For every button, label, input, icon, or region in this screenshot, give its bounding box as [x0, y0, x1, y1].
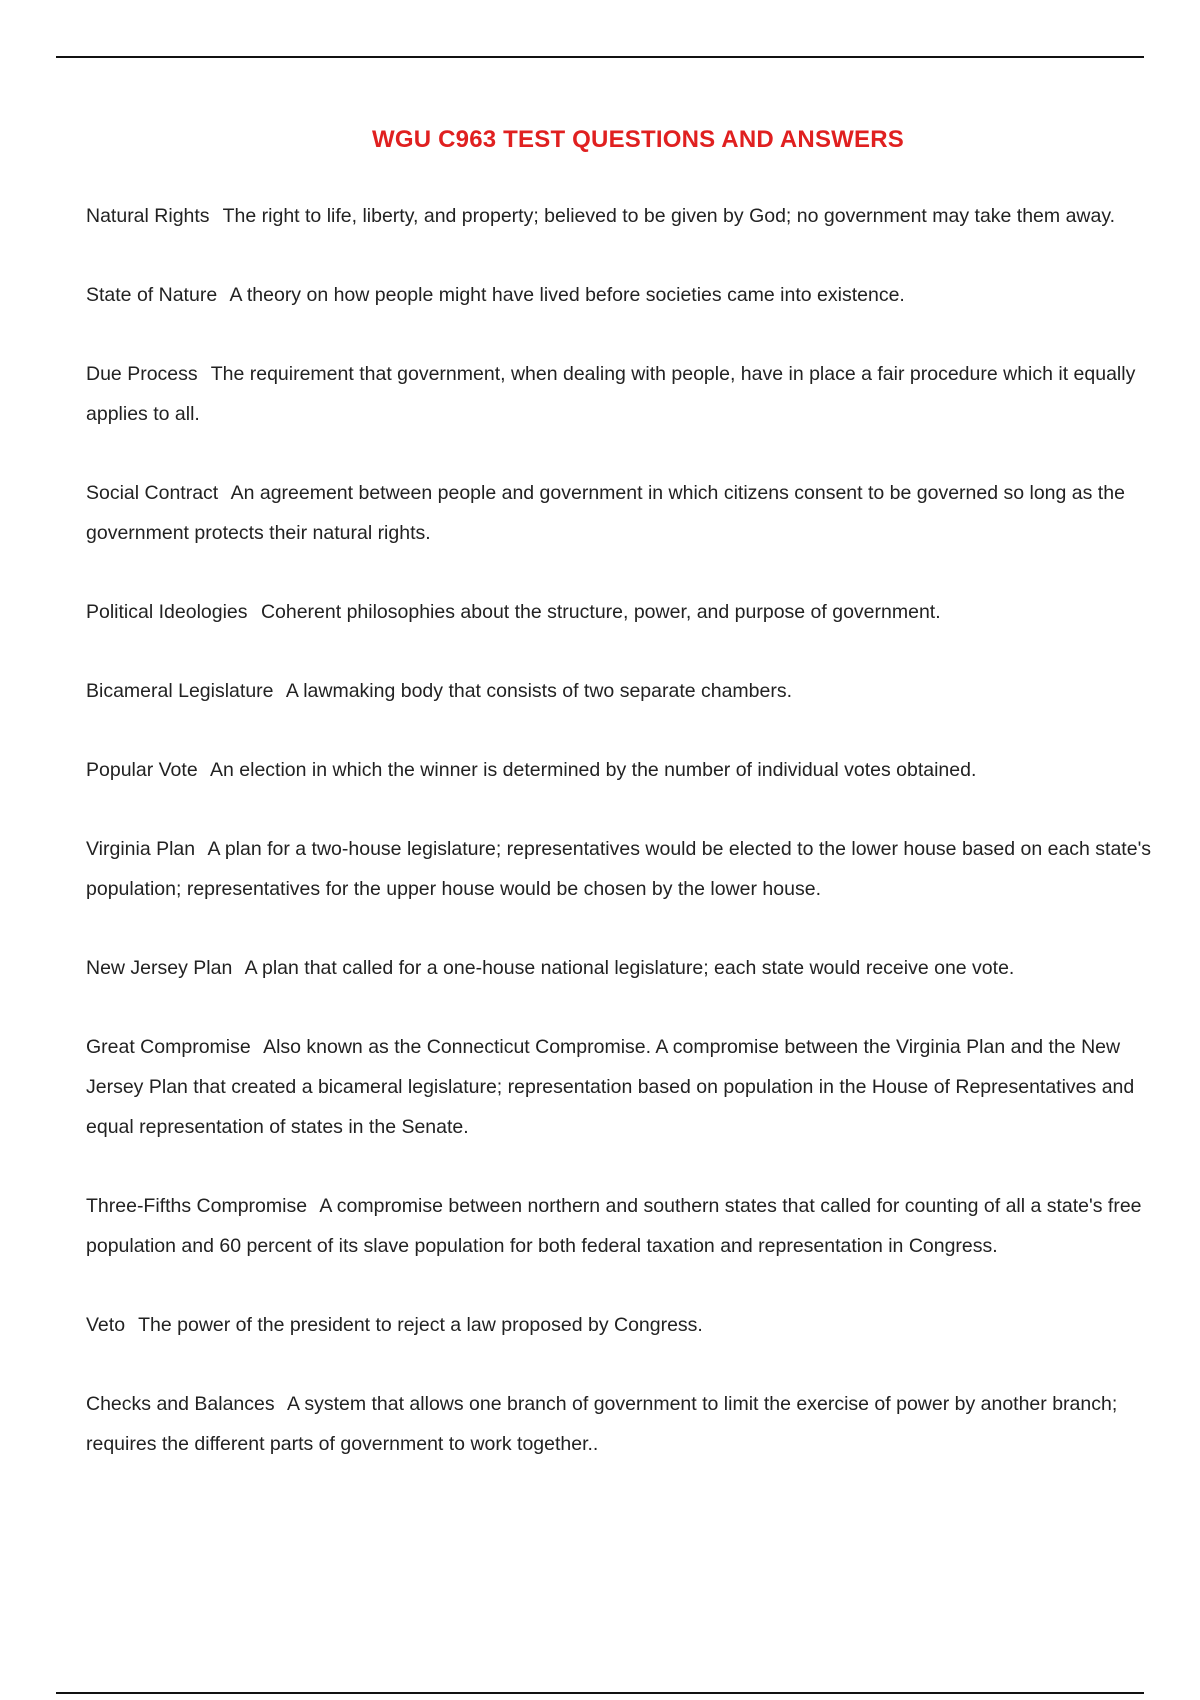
term-definition: A system that allows one branch of government to limit the exercise of power by another branch; requires the different parts of government to work together.. — [86, 1393, 1118, 1455]
term-name: Political Ideologies — [86, 601, 248, 623]
term-name: Three-Fifths Compromise — [86, 1195, 308, 1217]
term-definition: The right to life, liberty, and property; believed to be given by God; no government may take them away. — [222, 205, 1116, 227]
document-title: WGU C963 TEST QUESTIONS AND ANSWERS — [372, 126, 904, 154]
term-name: Great Compromise — [86, 1036, 251, 1058]
term-entry — [86, 948, 1182, 988]
term-name: Social Contract — [86, 482, 219, 504]
term-definition: A lawmaking body that consists of two separate chambers. — [285, 680, 793, 702]
term-definition: Coherent philosophies about the structure, power, and purpose of government. — [260, 601, 941, 623]
term-entry — [86, 592, 1182, 632]
term-name: New Jersey Plan — [86, 957, 233, 979]
top-rule — [56, 56, 1144, 58]
term-name: Bicameral Legislature — [86, 680, 274, 702]
term-definition: Also known as the Connecticut Compromise. A compromise between the Virginia Plan and the New Jersey Plan that created a bicameral legislature; representation based on population in the House of Representatives and equal representation of states in the Senate. — [86, 1036, 1135, 1138]
term-entry — [86, 196, 1182, 236]
term-definition: A plan that called for a one-house national legislature; each state would receive one vote. — [244, 957, 1015, 979]
term-entry — [86, 671, 1182, 711]
term-definition: A theory on how people might have lived before societies came into existence. — [229, 284, 905, 306]
term-entry — [86, 275, 1182, 315]
term-definition: The power of the president to reject a law proposed by Congress. — [138, 1314, 703, 1336]
term-name: Virginia Plan — [86, 838, 196, 860]
term-name: Popular Vote — [86, 759, 198, 781]
term-entry — [86, 473, 1182, 553]
term-name: Checks and Balances — [86, 1393, 275, 1415]
term-name: Veto — [86, 1314, 126, 1336]
term-name: Due Process — [86, 363, 198, 385]
term-definition: An election in which the winner is determined by the number of individual votes obtained. — [210, 759, 977, 781]
term-definition: The requirement that government, when dealing with people, have in place a fair procedure which it equally applies to all. — [86, 363, 1136, 425]
term-entry — [86, 1027, 1182, 1147]
term-entry — [86, 354, 1182, 434]
term-definition: A compromise between northern and southern states that called for counting of all a state's free population and 60 percent of its slave population for both federal taxation and representation in Congress. — [86, 1195, 1142, 1257]
term-name: Natural Rights — [86, 205, 210, 227]
term-definition: A plan for a two-house legislature; representatives would be elected to the lower house based on each state's population; representatives for the upper house would be chosen by the lower house. — [86, 838, 1152, 900]
bottom-rule — [56, 1692, 1144, 1694]
term-entry — [86, 750, 1182, 790]
term-name: State of Nature — [86, 284, 218, 306]
terms-list — [86, 196, 1182, 1503]
term-entry — [86, 829, 1182, 909]
term-entry — [86, 1384, 1182, 1464]
term-entry — [86, 1305, 1182, 1345]
term-definition: An agreement between people and government in which citizens consent to be governed so long as the government protects their natural rights. — [86, 482, 1125, 544]
term-entry — [86, 1186, 1182, 1266]
